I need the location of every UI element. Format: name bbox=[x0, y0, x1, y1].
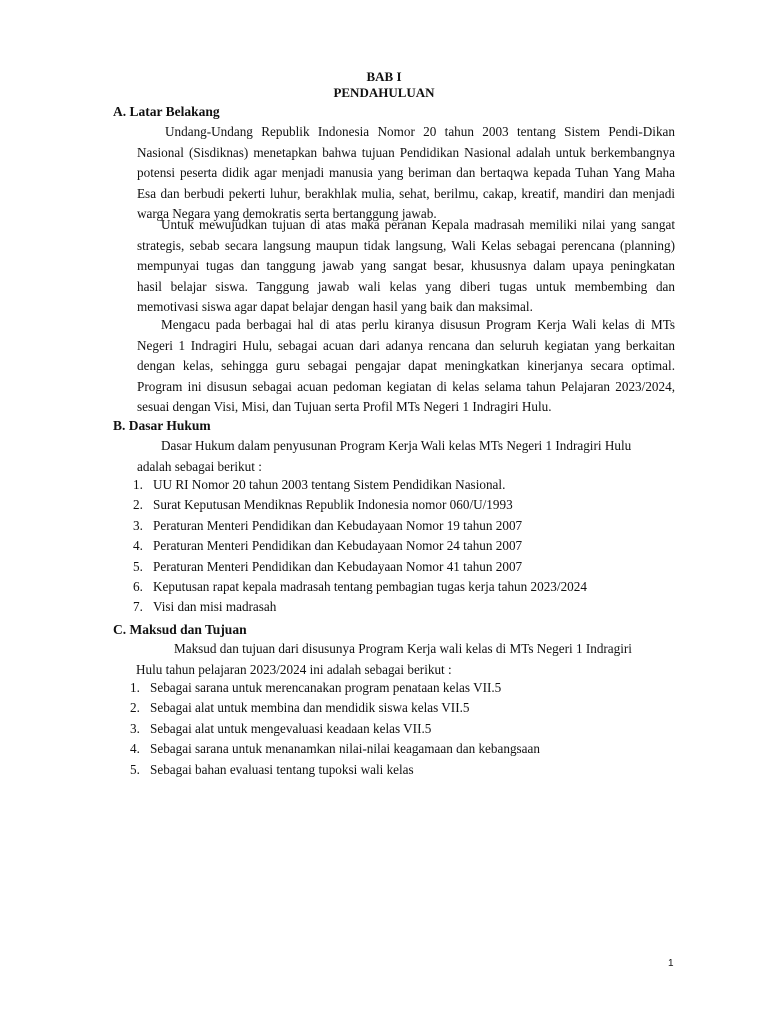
paragraph-line: Negeri 1 Indragiri Hulu, sebagai acuan dari adanya rencana dan seluruh kegiatan yang berkaitan bbox=[137, 337, 675, 353]
list-number: 6. bbox=[133, 579, 143, 595]
section-b-title: B. Dasar Hukum bbox=[113, 418, 211, 433]
paragraph-line: mempunyai tugas dan tanggung jawab yang sangat besar, khususnya dalam upaya peningkatan bbox=[137, 258, 675, 273]
list-number: 1. bbox=[130, 680, 140, 695]
paragraph-line: memotivasi siswa agar dapat belajar dengan hasil yang baik dan maksimal. bbox=[137, 299, 533, 314]
list-number: 2. bbox=[133, 497, 143, 513]
list-item bbox=[133, 475, 587, 495]
paragraph-line: Esa dan berbudi pekerti luhur, berakhlak mulia, sehat, berilmu, cakap, kreatif, mandiri dan menjadi bbox=[137, 185, 675, 201]
purpose-list bbox=[130, 678, 540, 780]
paragraph-line: Program ini disusun sebagai acuan pedoman kegiatan di kelas selama tahun Pelajaran 2023/2024, bbox=[137, 378, 675, 394]
paragraph-line: Maksud dan tujuan dari disusunya Program Kerja wali kelas di MTs Negeri 1 Indragiri bbox=[174, 641, 632, 656]
list-number: 3. bbox=[133, 517, 143, 533]
list-text: Surat Keputusan Mendiknas Republik Indonesia nomor 060/U/1993 bbox=[153, 497, 513, 513]
list-text: UU RI Nomor 20 tahun 2003 tentang Sistem Pendidikan Nasional. bbox=[153, 477, 506, 492]
paragraph-line: potensi peserta didik agar menjadi manusia yang beriman dan bertaqwa kepada Tuhan Yang Maha bbox=[137, 165, 675, 180]
list-item bbox=[130, 719, 540, 739]
paragraph-line: Undang-Undang Republik Indonesia Nomor 20 tahun 2003 tentang Sistem Pendi-Dikan bbox=[165, 124, 675, 139]
list-number: 5. bbox=[130, 761, 140, 777]
section-c-intro bbox=[132, 639, 670, 680]
page-number: 1 bbox=[668, 958, 674, 969]
paragraph-line: Nasional (Sisdiknas) menetapkan bahwa tujuan Pendidikan Nasional adalah untuk berkembangnya bbox=[137, 144, 675, 160]
section-c-title: C. Maksud dan Tujuan bbox=[113, 622, 247, 637]
paragraph-line: adalah sebagai berikut : bbox=[137, 458, 262, 474]
paragraph-line: sesuai dengan Visi, Misi, dan Tujuan serta Profil MTs Negeri 1 Indragiri Hulu. bbox=[137, 399, 552, 414]
legal-basis-list bbox=[133, 475, 587, 618]
list-item bbox=[130, 760, 540, 780]
list-text: Sebagai alat untuk membina dan mendidik siswa kelas VII.5 bbox=[150, 700, 470, 716]
list-item bbox=[133, 516, 587, 536]
list-text: Peraturan Menteri Pendidikan dan Kebudayaan Nomor 41 tahun 2007 bbox=[153, 558, 523, 574]
list-text: Sebagai alat untuk mengevaluasi keadaan kelas VII.5 bbox=[150, 720, 432, 736]
paragraph-line: hasil belajar siswa. Tanggung jawab wali kelas yang diberi tugas untuk membembing dan bbox=[137, 278, 675, 294]
section-a-title: A. Latar Belakang bbox=[113, 104, 220, 119]
list-number: 3. bbox=[130, 720, 140, 736]
list-item bbox=[133, 577, 587, 597]
paragraph-line: Hulu tahun pelajaran 2023/2024 ini adalah sebagai berikut : bbox=[136, 661, 452, 677]
chapter-title: PENDAHULUAN bbox=[333, 85, 435, 100]
list-item bbox=[133, 557, 587, 577]
list-text: Sebagai bahan evaluasi tentang tupoksi wali kelas bbox=[150, 761, 414, 777]
section-a-paragraph-1 bbox=[137, 122, 675, 225]
list-text: Peraturan Menteri Pendidikan dan Kebudayaan Nomor 24 tahun 2007 bbox=[153, 538, 523, 554]
paragraph-line: dengan kelas, sehingga guru sebagai pengajar dapat meningkatkan kinerjanya secara optimal. bbox=[137, 358, 675, 373]
list-item bbox=[130, 739, 540, 759]
list-text: Visi dan misi madrasah bbox=[153, 599, 277, 615]
section-b-intro bbox=[137, 436, 675, 477]
list-number: 2. bbox=[130, 700, 140, 716]
paragraph-line: Dasar Hukum dalam penyusunan Program Kerja Wali kelas MTs Negeri 1 Indragiri Hulu bbox=[161, 438, 632, 453]
paragraph-line: warga Negara yang demokratis serta bertanggung jawab. bbox=[137, 206, 437, 221]
list-item bbox=[130, 678, 540, 698]
list-text: Peraturan Menteri Pendidikan dan Kebudayaan Nomor 19 tahun 2007 bbox=[153, 517, 523, 533]
list-text: Sebagai sarana untuk menanamkan nilai-nilai keagamaan dan kebangsaan bbox=[150, 741, 540, 757]
list-number: 4. bbox=[130, 741, 140, 757]
paragraph-line: Untuk mewujudkan tujuan di atas maka peranan Kepala madrasah memiliki nilai yang sangat bbox=[161, 217, 675, 232]
list-text: Sebagai sarana untuk merencanakan program penataan kelas VII.5 bbox=[150, 680, 502, 695]
section-a-paragraph-2 bbox=[137, 215, 675, 318]
list-number: 1. bbox=[133, 477, 143, 492]
list-item bbox=[130, 698, 540, 718]
list-item bbox=[133, 495, 587, 515]
list-text: Keputusan rapat kepala madrasah tentang pembagian tugas kerja tahun 2023/2024 bbox=[153, 579, 587, 595]
list-number: 7. bbox=[133, 599, 143, 615]
list-item bbox=[133, 536, 587, 556]
section-a-paragraph-3 bbox=[137, 315, 675, 418]
paragraph-line: strategis, sebab secara langsung maupun tidak langsung, Wali Kelas sebagai perencana (planning) bbox=[137, 237, 675, 253]
list-number: 5. bbox=[133, 558, 143, 574]
list-number: 4. bbox=[133, 538, 143, 554]
chapter-label: BAB I bbox=[366, 69, 402, 84]
list-item bbox=[133, 597, 587, 617]
paragraph-line: Mengacu pada berbagai hal di atas perlu kiranya disusun Program Kerja Wali kelas di MTs bbox=[161, 317, 675, 332]
